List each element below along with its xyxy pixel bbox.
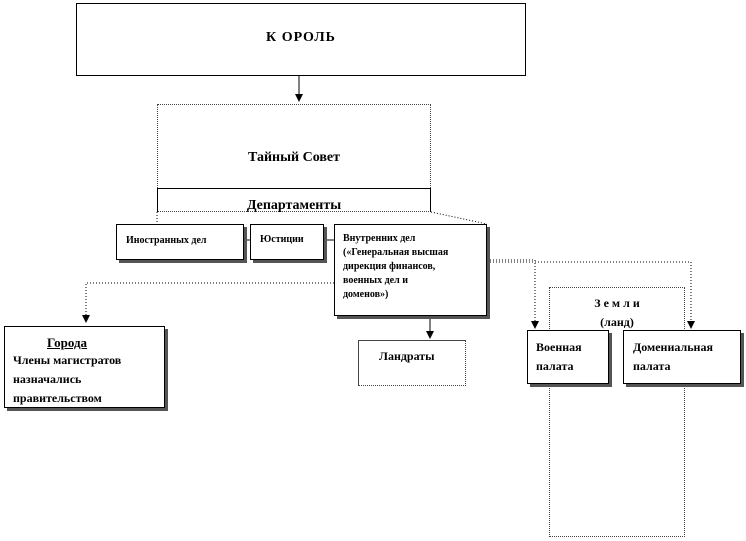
war-chamber-box [527,330,609,384]
war-chamber-line-1: Военная [536,340,582,354]
dept-internal-line-5: доменов») [343,289,389,300]
cities-box [4,326,165,408]
king-label: К ОРОЛЬ [266,30,336,45]
council-link-internal [431,212,487,224]
cities-line-3: правительством [13,391,102,405]
council-label: Тайный Совет [247,150,341,165]
departments-label: Департаменты [246,198,342,213]
cities-line-1: Члены магистратов [13,353,122,367]
dept-internal-line-1: Внутренних дел [343,233,416,244]
lands-box [549,287,685,537]
lands-label-1: З е м л и [594,296,640,310]
dept-internal-line-4: военных дел и [343,275,408,286]
domain-chamber-box [623,330,741,384]
domain-chamber-line-1: Домениальная [633,340,713,354]
dept-internal-box [334,224,487,316]
dept-justice-box [250,224,324,260]
dept-foreign-box [116,224,244,260]
cities-title: Города [47,335,88,350]
domain-chamber-line-2: палата [633,359,671,373]
war-chamber-line-2: палата [536,359,574,373]
dept-justice-label: Юстиции [260,234,304,245]
king-box [76,3,526,76]
landrats-box [358,340,466,386]
arrow-internal-to-cities [86,283,334,322]
dept-internal-line-3: дирекция финансов, [343,261,436,272]
landrats-label: Ландраты [379,349,435,363]
lands-label-2: (ланд) [600,315,634,329]
departments-bar [157,188,431,212]
dept-foreign-label: Иностранных дел [126,235,207,246]
cities-line-2: назначались [13,372,82,386]
arrow-internal-to-war-chamber [487,260,535,328]
dept-internal-line-2: («Генеральная высшая [343,247,449,258]
